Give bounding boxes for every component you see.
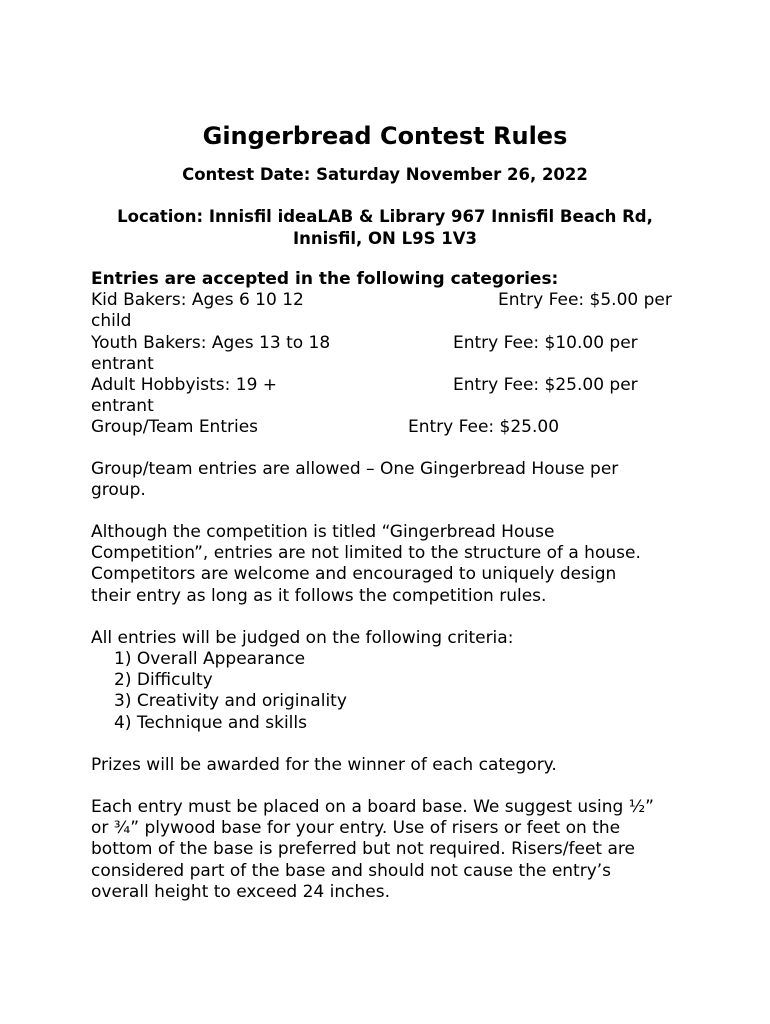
category-row [91, 375, 681, 396]
category-row [91, 333, 681, 354]
category-row [91, 290, 681, 311]
criteria-item: 4) Technique and skills [114, 712, 307, 733]
criteria-item: 1) Overall Appearance [114, 649, 306, 669]
category-fee: Entry Fee: $10.00 per [453, 332, 638, 353]
category-suffix: child [91, 311, 132, 332]
category-name: Adult Hobbyists: 19 + [91, 374, 278, 395]
location-line-1: Location: Innisfil ideaLAB & Library 967 Innisfil Beach Rd, [117, 207, 653, 226]
paragraph-line: Each entry must be placed on a board base. We suggest using ½” [91, 797, 654, 817]
criteria-intro: All entries will be judged on the following criteria: [91, 628, 514, 648]
paragraph-line: group. [91, 480, 146, 501]
category-suffix: entrant [91, 396, 154, 417]
category-name: Group/Team Entries [91, 417, 259, 438]
prizes-paragraph: Prizes will be awarded for the winner of each category. [91, 755, 557, 775]
contest-date: Contest Date: Saturday November 26, 2022 [182, 165, 588, 184]
paragraph-line: considered part of the base and should not cause the entry’s [91, 860, 612, 881]
criteria-item: 3) Creativity and originality [114, 691, 347, 712]
category-suffix: entrant [91, 353, 154, 374]
group-paragraph [91, 459, 681, 501]
category-name: Kid Bakers: Ages 6 10 12 [91, 290, 304, 311]
category-name: Youth Bakers: Ages 13 to 18 [91, 332, 331, 353]
paragraph-line: overall height to exceed 24 inches. [91, 881, 390, 902]
paragraph-line: Group/team entries are allowed – One Gingerbread House per [91, 459, 619, 479]
competition-paragraph [91, 522, 681, 607]
categories-heading: Entries are accepted in the following categories: [91, 269, 559, 289]
paragraph-line: or ¾” plywood base for your entry. Use of risers or feet on the [91, 818, 621, 839]
paragraph-line: their entry as long as it follows the competition rules. [91, 585, 547, 606]
category-fee: Entry Fee: $5.00 per [498, 290, 672, 311]
criteria-item: 2) Difficulty [114, 670, 213, 691]
location-line-2: Innisfil, ON L9S 1V3 [293, 229, 477, 248]
criteria-list [114, 649, 674, 734]
category-fee: Entry Fee: $25.00 [408, 417, 560, 438]
base-paragraph [91, 797, 681, 903]
category-row [91, 417, 681, 438]
document-title: Gingerbread Contest Rules [202, 122, 568, 150]
category-fee: Entry Fee: $25.00 per [453, 374, 638, 395]
categories-section [91, 269, 681, 439]
paragraph-line: Competitors are welcome and encouraged to uniquely design [91, 564, 617, 585]
paragraph-line: Although the competition is titled “Gingerbread House [91, 522, 555, 542]
paragraph-line: Competition”, entries are not limited to the structure of a house. [91, 543, 641, 564]
paragraph-line: bottom of the base is preferred but not required. Risers/feet are [91, 839, 635, 860]
